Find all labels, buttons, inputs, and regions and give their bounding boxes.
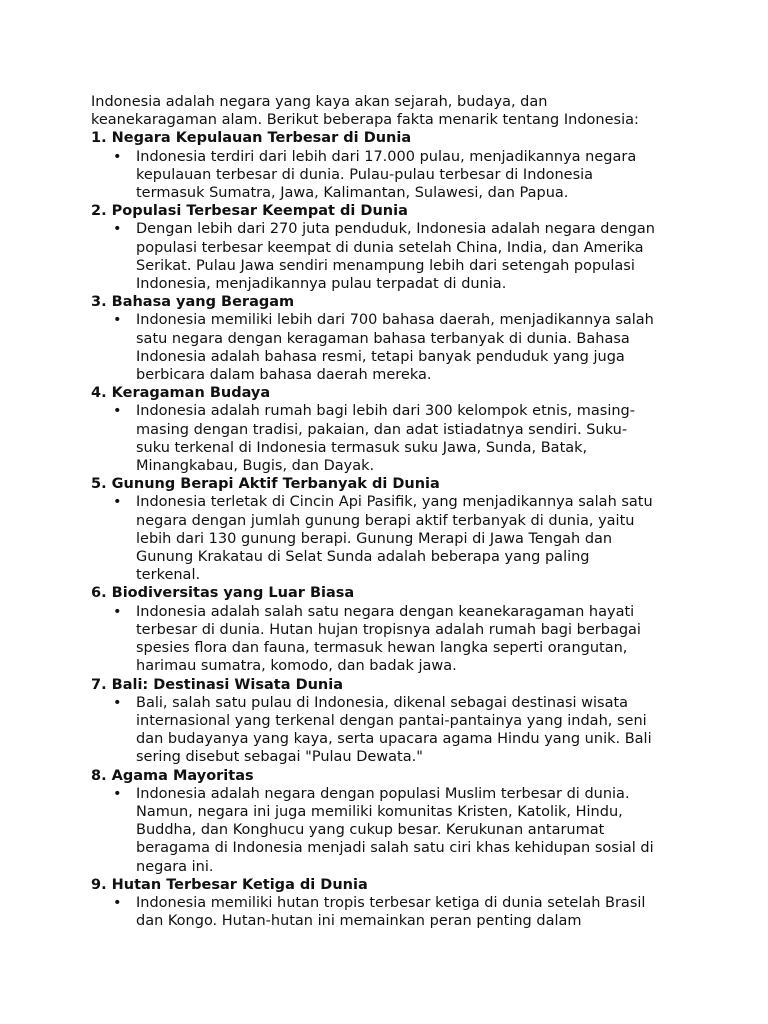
fact-title: 8. Agama Mayoritas bbox=[91, 767, 254, 784]
intro-line: keanekaragaman alam. Berikut beberapa fakta menarik tentang Indonesia: bbox=[91, 112, 639, 129]
fact-body bbox=[136, 785, 681, 876]
fact-body bbox=[136, 148, 681, 203]
fact-title: 2. Populasi Terbesar Keempat di Dunia bbox=[91, 203, 408, 220]
body-line: Indonesia, menjadikannya pulau terpadat di dunia. bbox=[136, 276, 507, 293]
body-line: berbicara dalam bahasa daerah mereka. bbox=[136, 367, 432, 384]
body-line: Namun, negara ini juga memiliki komunitas Kristen, Katolik, Hindu, bbox=[136, 803, 623, 820]
body-line: masing dengan tradisi, pakaian, dan adat istiadatnya sendiri. Suku- bbox=[136, 421, 628, 438]
body-line: suku terkenal di Indonesia termasuk suku Jawa, Sunda, Batak, bbox=[136, 439, 588, 456]
intro-line: Indonesia adalah negara yang kaya akan sejarah, budaya, dan bbox=[91, 94, 548, 110]
fact-body bbox=[136, 603, 681, 676]
fact-bullet bbox=[91, 148, 681, 203]
fact-title: 9. Hutan Terbesar Ketiga di Dunia bbox=[91, 876, 368, 893]
fact-title: 7. Bali: Destinasi Wisata Dunia bbox=[91, 676, 344, 693]
body-line: harimau sumatra, komodo, dan badak jawa. bbox=[136, 658, 457, 675]
fact-bullet bbox=[91, 220, 681, 293]
document-page bbox=[91, 93, 681, 930]
fact-section bbox=[91, 676, 681, 767]
fact-section bbox=[91, 767, 681, 876]
body-line: Dengan lebih dari 270 juta penduduk, Indonesia adalah negara dengan bbox=[136, 221, 655, 238]
body-line: Indonesia adalah negara dengan populasi Muslim terbesar di dunia. bbox=[136, 785, 630, 802]
fact-section bbox=[91, 384, 681, 475]
body-line: negara dengan jumlah gunung berapi aktif terbanyak di dunia, yaitu bbox=[136, 512, 635, 529]
fact-bullet bbox=[91, 785, 681, 876]
body-line: Indonesia adalah rumah bagi lebih dari 300 kelompok etnis, masing- bbox=[136, 403, 635, 420]
body-line: populasi terbesar keempat di dunia setelah China, India, dan Amerika bbox=[136, 239, 644, 256]
fact-section bbox=[91, 202, 681, 293]
fact-section bbox=[91, 475, 681, 584]
body-line: Indonesia adalah salah satu negara dengan keanekaragaman hayati bbox=[136, 603, 635, 620]
bullet-icon: • bbox=[113, 494, 122, 511]
body-line: kepulauan terbesar di dunia. Pulau-pulau terbesar di Indonesia bbox=[136, 166, 594, 183]
fact-body bbox=[136, 402, 681, 475]
fact-section bbox=[91, 584, 681, 675]
fact-bullet bbox=[91, 493, 681, 584]
body-line: negara ini. bbox=[136, 858, 214, 875]
body-line: Minangkabau, Bugis, dan Dayak. bbox=[136, 458, 375, 475]
intro-paragraph bbox=[91, 93, 681, 129]
fact-bullet bbox=[91, 311, 681, 384]
fact-title: 1. Negara Kepulauan Terbesar di Dunia bbox=[91, 130, 412, 147]
body-line: Indonesia memiliki hutan tropis terbesar ketiga di dunia setelah Brasil bbox=[136, 894, 646, 911]
body-line: Bali, salah satu pulau di Indonesia, dikenal sebagai destinasi wisata bbox=[136, 694, 629, 711]
bullet-icon: • bbox=[113, 221, 122, 238]
fact-title: 4. Keragaman Budaya bbox=[91, 385, 271, 402]
bullet-icon: • bbox=[113, 603, 122, 620]
body-line: termasuk Sumatra, Jawa, Kalimantan, Sulawesi, dan Papua. bbox=[136, 185, 569, 202]
body-line: terbesar di dunia. Hutan hujan tropisnya adalah rumah bagi berbagai bbox=[136, 621, 641, 638]
fact-section bbox=[91, 876, 681, 931]
body-line: dan budayanya yang kaya, serta upacara agama Hindu yang unik. Bali bbox=[136, 731, 652, 748]
bullet-icon: • bbox=[113, 894, 122, 911]
body-line: sering disebut sebagai "Pulau Dewata." bbox=[136, 749, 423, 766]
fact-body bbox=[136, 894, 681, 930]
body-line: internasional yang terkenal dengan pantai-pantainya yang indah, seni bbox=[136, 712, 647, 729]
body-line: terkenal. bbox=[136, 567, 201, 584]
body-line: spesies flora dan fauna, termasuk hewan langka seperti orangutan, bbox=[136, 640, 628, 657]
bullet-icon: • bbox=[113, 148, 122, 165]
body-line: Indonesia terdiri dari lebih dari 17.000 pulau, menjadikannya negara bbox=[136, 148, 637, 165]
fact-body bbox=[136, 220, 681, 293]
fact-bullet bbox=[91, 894, 681, 930]
bullet-icon: • bbox=[113, 312, 122, 329]
body-line: lebih dari 130 gunung berapi. Gunung Merapi di Jawa Tengah dan bbox=[136, 530, 613, 547]
fact-bullet bbox=[91, 402, 681, 475]
body-line: Gunung Krakatau di Selat Sunda adalah beberapa yang paling bbox=[136, 549, 590, 566]
body-line: Indonesia terletak di Cincin Api Pasifik, yang menjadikannya salah satu bbox=[136, 494, 653, 511]
fact-title: 3. Bahasa yang Beragam bbox=[91, 294, 295, 311]
fact-body bbox=[136, 493, 681, 584]
bullet-icon: • bbox=[113, 785, 122, 802]
fact-body bbox=[136, 311, 681, 384]
fact-bullet bbox=[91, 603, 681, 676]
fact-section bbox=[91, 293, 681, 384]
bullet-icon: • bbox=[113, 694, 122, 711]
bullet-icon: • bbox=[113, 403, 122, 420]
fact-title: 5. Gunung Berapi Aktif Terbanyak di Dunia bbox=[91, 476, 440, 493]
fact-list bbox=[91, 129, 681, 930]
body-line: dan Kongo. Hutan-hutan ini memainkan peran penting dalam bbox=[136, 913, 582, 930]
body-line: Indonesia adalah bahasa resmi, tetapi banyak penduduk yang juga bbox=[136, 348, 625, 365]
body-line: beragama di Indonesia menjadi salah satu ciri khas kehidupan sosial di bbox=[136, 840, 654, 857]
body-line: satu negara dengan keragaman bahasa terbanyak di dunia. Bahasa bbox=[136, 330, 630, 347]
fact-section bbox=[91, 129, 681, 202]
body-line: Buddha, dan Konghucu yang cukup besar. Kerukunan antarumat bbox=[136, 822, 605, 839]
fact-bullet bbox=[91, 694, 681, 767]
body-line: Indonesia memiliki lebih dari 700 bahasa daerah, menjadikannya salah bbox=[136, 312, 654, 329]
body-line: Serikat. Pulau Jawa sendiri menampung lebih dari setengah populasi bbox=[136, 257, 635, 274]
fact-body bbox=[136, 694, 681, 767]
fact-title: 6. Biodiversitas yang Luar Biasa bbox=[91, 585, 355, 602]
